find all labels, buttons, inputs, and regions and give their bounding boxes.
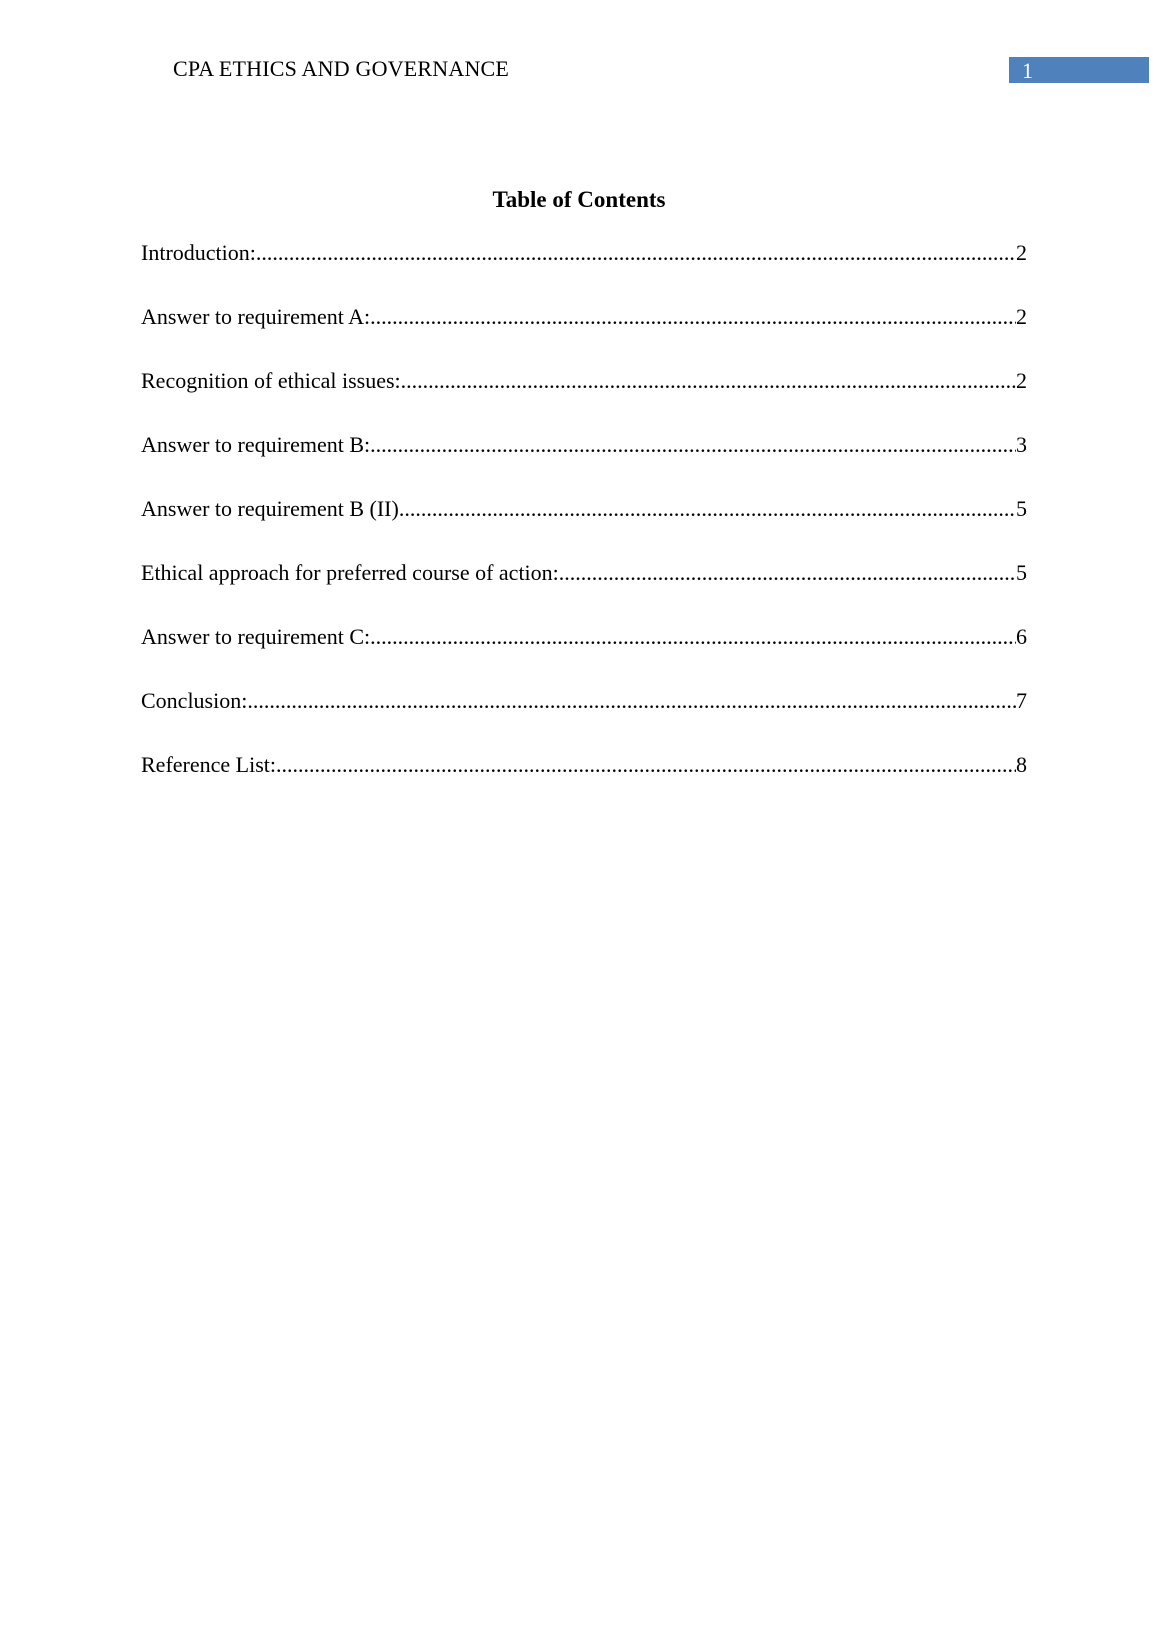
toc-heading: Table of Contents [492, 187, 666, 212]
toc-entry-introduction[interactable] [141, 240, 1027, 304]
toc-dot-leader [276, 752, 1016, 778]
toc-dot-leader [247, 688, 1016, 714]
toc-entry-label: Ethical approach for preferred course of action: [141, 560, 559, 585]
toc-dot-leader [370, 432, 1016, 458]
toc-entry-page: 2 [1016, 240, 1027, 265]
toc-entry-page: 2 [1016, 368, 1027, 393]
toc-dot-leader [401, 368, 1016, 394]
toc-dot-leader [256, 240, 1016, 266]
toc-dot-leader [399, 496, 1016, 522]
toc-entry-requirement-b[interactable] [141, 432, 1027, 496]
toc-entry-label: Answer to requirement C: [141, 624, 371, 649]
toc-entry-conclusion[interactable] [141, 688, 1027, 752]
toc-entry-label: Answer to requirement B: [141, 432, 371, 457]
toc-dot-leader [559, 560, 1016, 586]
toc-entry-page: 5 [1016, 560, 1027, 585]
toc-entry-label: Conclusion: [141, 688, 248, 713]
toc-entry-label: Answer to requirement A: [141, 304, 371, 329]
toc-entry-label: Introduction: [141, 240, 256, 265]
toc-entry-label: Reference List: [141, 752, 276, 777]
toc-entry-page: 8 [1016, 752, 1027, 777]
toc-entry-label: Recognition of ethical issues: [141, 368, 401, 393]
toc-entry-requirement-b-ii[interactable] [141, 496, 1027, 560]
toc-entry-requirement-a[interactable] [141, 304, 1027, 368]
toc-entry-page: 3 [1016, 432, 1027, 457]
toc-entry-label: Answer to requirement B (II) [141, 496, 399, 521]
running-header-title: CPA ETHICS AND GOVERNANCE [173, 56, 510, 81]
toc-entry-ethical-approach[interactable] [141, 560, 1027, 624]
toc-entry-reference-list[interactable] [141, 752, 1027, 816]
page-number-badge: 1 [1009, 57, 1149, 83]
toc-entry-page: 7 [1016, 688, 1027, 713]
toc-entry-requirement-c[interactable] [141, 624, 1027, 688]
toc-list [141, 240, 1027, 816]
toc-entry-page: 5 [1016, 496, 1027, 521]
toc-entry-page: 2 [1016, 304, 1027, 329]
toc-dot-leader [370, 304, 1016, 330]
toc-entry-page: 6 [1016, 624, 1027, 649]
toc-dot-leader [370, 624, 1016, 650]
toc-entry-ethical-issues[interactable] [141, 368, 1027, 432]
